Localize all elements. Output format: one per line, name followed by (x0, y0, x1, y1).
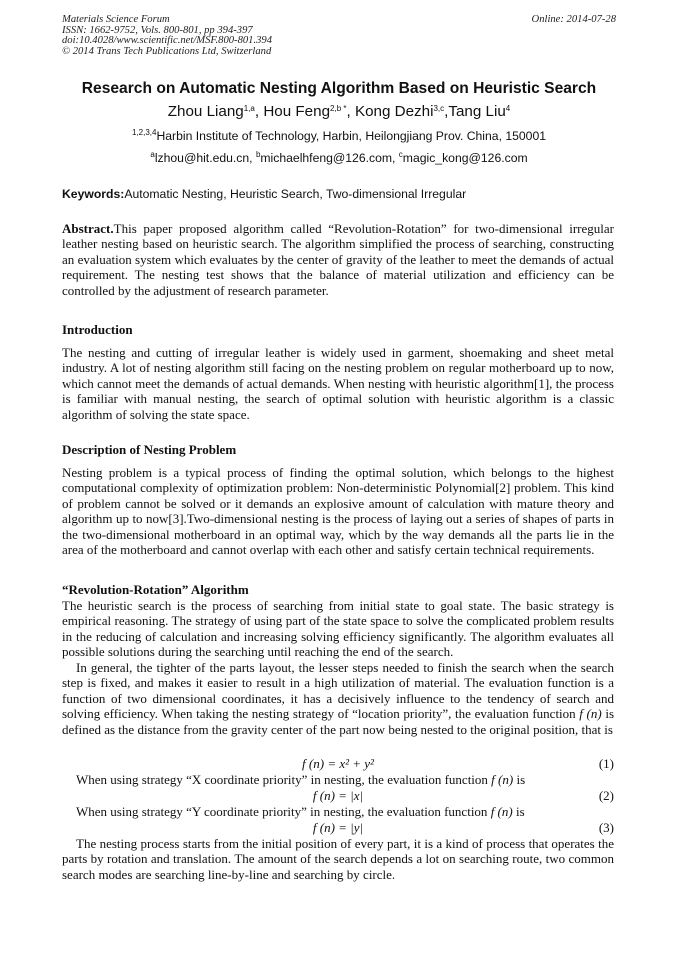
keywords-label: Keywords: (62, 187, 125, 201)
strategy-x-line (76, 772, 525, 788)
author-sup: 3,c (433, 104, 445, 113)
author-name: Hou Feng (263, 103, 331, 120)
inline-math: f (n) (491, 772, 514, 787)
keywords-text: Automatic Nesting, Heuristic Search, Two-dimensional Irregular (124, 187, 467, 201)
equation-3 (62, 820, 614, 836)
author-sup: 1,a (243, 104, 255, 113)
email-list (40, 151, 638, 165)
line-text: When using strategy “X coordinate priority” in nesting, the evaluation function (76, 772, 492, 787)
paper-title: Research on Automatic Nesting Algorithm Based on Heuristic Search (81, 80, 597, 97)
author-sup: 2,b * (330, 104, 347, 113)
online-date: Online: 2014-07-28 (531, 14, 616, 25)
equation-2 (62, 788, 614, 804)
affiliation (40, 129, 638, 143)
email-link[interactable]: michaelhfeng@126.com, (260, 151, 399, 165)
doi-line: doi:10.4028/www.scientific.net/MSF.800-801.394 (62, 35, 272, 47)
algorithm-paragraph-2 (62, 660, 614, 737)
section-heading-introduction: Introduction (62, 322, 133, 337)
paragraph-text: In general, the tighter of the parts layout, the lesser steps needed to finish the search when the search step is fixed, and makes it easier to result in a high utilization of material. The evaluation function is a function of two dimensional coordinates, it has a decisively influence to the tendency of search and solving efficiency. When taking the nesting strategy of “location priority”, the evaluation function (62, 660, 614, 722)
abstract-label: Abstract. (62, 221, 114, 236)
algorithm-paragraph-3: The nesting process starts from the initial position of every part, it is a kind of process that operates the parts by rotation and translation. The amount of the search depends a lot on searching route, two common search modes are searching line-by-line and searching by circle. (62, 836, 614, 882)
line-text: When using strategy “Y coordinate priority” in nesting, the evaluation function (76, 804, 491, 819)
email-link[interactable]: magic_kong@126.com (402, 151, 528, 165)
issn-line: ISSN: 1662-9752, Vols. 800-801, pp 394-397 (62, 24, 253, 36)
email-sup: b (255, 150, 261, 159)
author-name: Zhou Liang (167, 103, 244, 120)
affiliation-sup: 1,2,3,4 (131, 128, 157, 137)
author-sup: 4 (505, 104, 511, 113)
paragraph-text: is defined as the distance from the gravity center of the part now being nested to the original position, that is (62, 706, 615, 737)
abstract-text: This paper proposed algorithm called “Revolution-Rotation” for two-dimensional irregular leather nesting based on heuristic search. The algorithm simplified the process of searching, constructing an evaluation system which evaluates by the center of gravity of the leather to meet the demands of actual requirement. The nesting test shows that the balance of material utilization and efficiency can be controlled by the adjustment of research parameter. (62, 221, 614, 298)
equation-1 (62, 756, 614, 772)
email-link[interactable]: lzhou@hit.edu.cn, (154, 151, 256, 165)
strategy-y-line (76, 804, 525, 820)
line-text: is (513, 772, 526, 787)
equation-formula: f (n) = x² + y² (302, 756, 374, 771)
section-heading-algorithm: “Revolution-Rotation” Algorithm (62, 582, 249, 597)
abstract (62, 221, 614, 298)
keywords (62, 187, 466, 201)
equation-number: (2) (598, 788, 614, 803)
inline-math: f (n) (490, 804, 513, 819)
author-list (40, 103, 638, 120)
author-separator: , (254, 103, 264, 120)
inline-math: f (n) (579, 706, 602, 722)
email-sup: c (398, 150, 403, 159)
line-text: is (512, 804, 525, 819)
section-heading-description: Description of Nesting Problem (62, 442, 237, 457)
equation-formula: f (n) = |y| (312, 820, 364, 835)
algorithm-paragraph-1: The heuristic search is the process of searching from initial state to goal state. The basic strategy is empirical reasoning. The strategy of using part of the state space to solve the complicated problem results in the reducing of calculation and increasing solving efficiency significantly. The algorithm evaluates all possible solutions during the searching until reaching the end of the search. (62, 598, 614, 660)
equation-formula: f (n) = |x| (312, 788, 364, 803)
copyright-line: © 2014 Trans Tech Publications Ltd, Switzerland (62, 45, 272, 57)
introduction-text: The nesting and cutting of irregular leather is widely used in garment, shoemaking and sheet metal industry. A lot of nesting algorithm still facing on the nesting problem on regular motherboard up to now, which cannot meet the demands of actual demands. When nesting with heuristic algorithm[1], the process is familiar with manual nesting, the search of optimal solution with heuristic algorithm is a classic algorithm of solving the state space. (62, 345, 614, 422)
email-sup: a (150, 150, 155, 159)
journal-name: Materials Science Forum (62, 14, 170, 25)
equation-number: (1) (598, 756, 614, 771)
author-separator: , (444, 103, 449, 120)
author-separator: , (346, 103, 355, 120)
equation-number: (3) (598, 820, 614, 835)
author-name: Tang Liu (448, 103, 506, 120)
journal-header (62, 15, 616, 57)
affiliation-text: Harbin Institute of Technology, Harbin, Heilongjiang Prov. China, 150001 (156, 129, 547, 143)
author-name: Kong Dezhi (354, 103, 434, 120)
description-text: Nesting problem is a typical process of finding the optimal solution, which belongs to the highest computational complexity of optimization problem: Non-deterministic Polynomial[2] problem. This kind of problem cannot be solved or it demands an explosive amount of calculation with mature theory and algorithm up to now[3].Two-dimensional nesting is the process of laying out a series of shapes of parts in the two-dimensional motherboard in an optimal way, which by the way demands all the parts lie in the area of the motherboard and cannot overlap with each other and satisfy certain technical requirements. (62, 465, 614, 558)
